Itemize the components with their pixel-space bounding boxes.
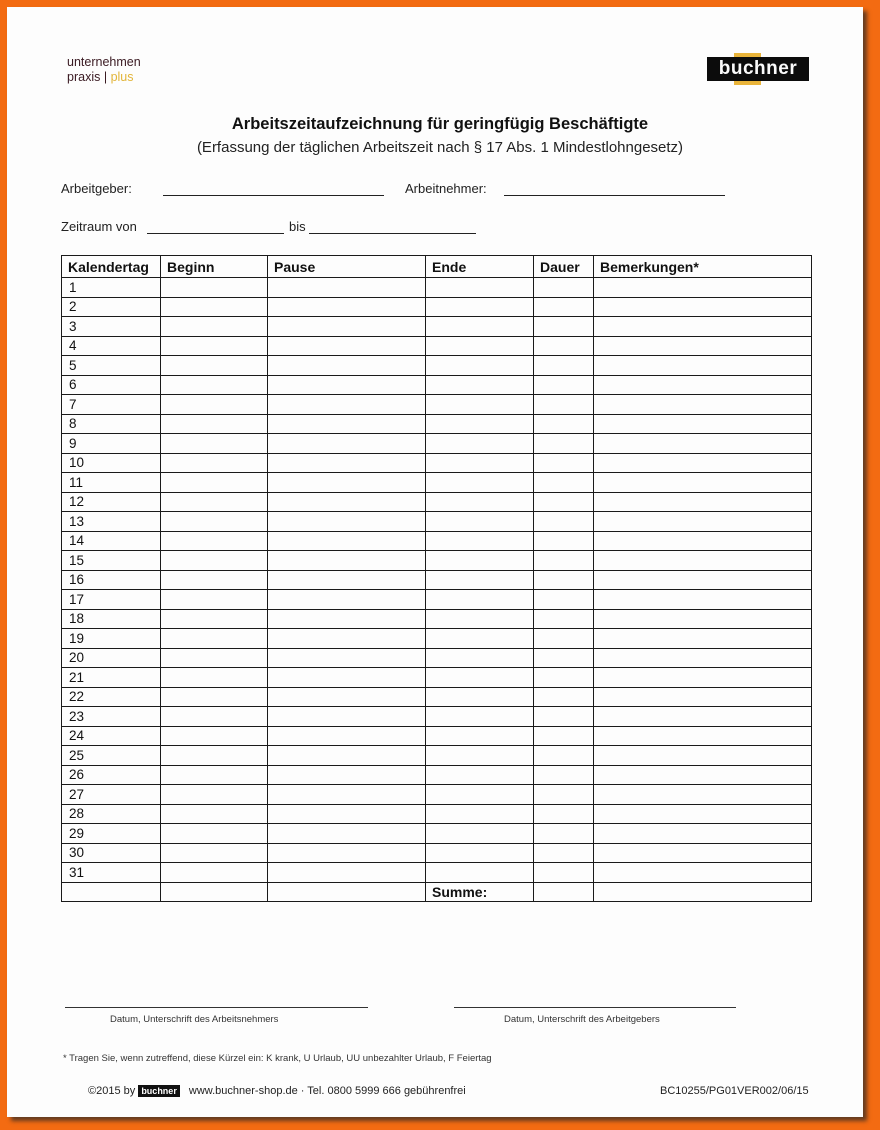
table-row xyxy=(62,297,812,317)
beginn-cell[interactable] xyxy=(161,317,268,337)
beginn-cell[interactable] xyxy=(161,765,268,785)
document-subtitle: (Erfassung der täglichen Arbeitszeit nach § 17 Abs. 1 Mindestlohngesetz) xyxy=(196,139,684,156)
column-header-ende: Ende xyxy=(426,256,534,278)
column-header-dauer: Dauer xyxy=(534,256,594,278)
table-row xyxy=(62,453,812,473)
column-header-pause: Pause xyxy=(268,256,426,278)
day-cell: 28 xyxy=(62,804,161,824)
ende-cell[interactable] xyxy=(426,668,534,688)
dauer-cell[interactable] xyxy=(534,746,594,766)
logo-praxis: praxis xyxy=(67,70,101,84)
ende-cell[interactable] xyxy=(426,317,534,337)
pause-cell[interactable] xyxy=(268,434,426,454)
dauer-cell[interactable] xyxy=(534,609,594,629)
bemerkungen-cell[interactable] xyxy=(594,317,812,337)
beginn-cell[interactable] xyxy=(161,843,268,863)
bemerkungen-cell[interactable] xyxy=(594,804,812,824)
day-cell: 29 xyxy=(62,824,161,844)
pause-cell[interactable] xyxy=(268,414,426,434)
beginn-cell[interactable] xyxy=(161,434,268,454)
beginn-cell[interactable] xyxy=(161,609,268,629)
dauer-cell[interactable] xyxy=(534,804,594,824)
dauer-cell[interactable] xyxy=(534,687,594,707)
ende-cell[interactable] xyxy=(426,531,534,551)
bemerkungen-cell[interactable] xyxy=(594,570,812,590)
dauer-cell[interactable] xyxy=(534,785,594,805)
day-cell: 8 xyxy=(62,414,161,434)
ende-cell[interactable] xyxy=(426,687,534,707)
dauer-cell[interactable] xyxy=(534,317,594,337)
beginn-cell[interactable] xyxy=(161,707,268,727)
beginn-cell[interactable] xyxy=(161,512,268,532)
dauer-cell[interactable] xyxy=(534,824,594,844)
table-row xyxy=(62,707,812,727)
table-row xyxy=(62,629,812,649)
beginn-cell[interactable] xyxy=(161,746,268,766)
sum-dauer-cell[interactable] xyxy=(534,882,594,902)
logo-line-1: unternehmen xyxy=(67,55,141,69)
period-from-field[interactable] xyxy=(147,233,284,234)
period-from-label: Zeitraum von xyxy=(61,219,137,234)
day-cell: 31 xyxy=(62,863,161,883)
bemerkungen-cell[interactable] xyxy=(594,414,812,434)
beginn-cell[interactable] xyxy=(161,336,268,356)
pause-cell[interactable] xyxy=(268,453,426,473)
table-row xyxy=(62,863,812,883)
dauer-cell[interactable] xyxy=(534,863,594,883)
day-cell: 6 xyxy=(62,375,161,395)
employee-signature-label: Datum, Unterschrift des Arbeitsnehmers xyxy=(110,1014,279,1025)
table-row xyxy=(62,317,812,337)
contact-info: www.buchner-shop.de · Tel. 0800 5999 666 gebührenfrei xyxy=(188,1085,466,1097)
table-row xyxy=(62,726,812,746)
dauer-cell[interactable] xyxy=(534,336,594,356)
employee-signature-line[interactable] xyxy=(65,1007,368,1008)
bemerkungen-cell[interactable] xyxy=(594,492,812,512)
bemerkungen-cell[interactable] xyxy=(594,863,812,883)
day-cell: 14 xyxy=(62,531,161,551)
ende-cell[interactable] xyxy=(426,648,534,668)
day-cell: 27 xyxy=(62,785,161,805)
bemerkungen-cell[interactable] xyxy=(594,746,812,766)
beginn-cell[interactable] xyxy=(161,531,268,551)
unternehmen-praxis-plus-logo xyxy=(67,55,141,85)
bemerkungen-cell[interactable] xyxy=(594,375,812,395)
day-cell: 2 xyxy=(62,297,161,317)
day-cell: 15 xyxy=(62,551,161,571)
column-header-bemerkungen: Bemerkungen* xyxy=(594,256,812,278)
bemerkungen-cell[interactable] xyxy=(594,278,812,298)
pause-cell[interactable] xyxy=(268,804,426,824)
ende-cell[interactable] xyxy=(426,414,534,434)
day-cell: 25 xyxy=(62,746,161,766)
dauer-cell[interactable] xyxy=(534,590,594,610)
day-cell: 13 xyxy=(62,512,161,532)
logo-separator: | xyxy=(103,70,108,84)
pause-cell[interactable] xyxy=(268,746,426,766)
beginn-cell[interactable] xyxy=(161,473,268,493)
beginn-cell[interactable] xyxy=(161,278,268,298)
table-row xyxy=(62,648,812,668)
bemerkungen-cell[interactable] xyxy=(594,531,812,551)
pause-cell[interactable] xyxy=(268,278,426,298)
employer-label: Arbeitgeber: xyxy=(61,181,132,196)
beginn-cell[interactable] xyxy=(161,648,268,668)
beginn-cell[interactable] xyxy=(161,395,268,415)
table-row xyxy=(62,824,812,844)
beginn-cell[interactable] xyxy=(161,824,268,844)
table-row xyxy=(62,434,812,454)
table-row xyxy=(62,843,812,863)
bemerkungen-cell[interactable] xyxy=(594,590,812,610)
footer-left xyxy=(88,1085,466,1097)
dauer-cell[interactable] xyxy=(534,434,594,454)
beginn-cell[interactable] xyxy=(161,863,268,883)
table-row xyxy=(62,278,812,298)
beginn-cell[interactable] xyxy=(161,414,268,434)
bemerkungen-cell[interactable] xyxy=(594,356,812,376)
dauer-cell[interactable] xyxy=(534,473,594,493)
ende-cell[interactable] xyxy=(426,278,534,298)
ende-cell[interactable] xyxy=(426,746,534,766)
pause-cell[interactable] xyxy=(268,297,426,317)
day-cell: 18 xyxy=(62,609,161,629)
ende-cell[interactable] xyxy=(426,707,534,727)
sum-row xyxy=(62,882,812,902)
day-cell: 19 xyxy=(62,629,161,649)
employer-signature-label: Datum, Unterschrift des Arbeitgebers xyxy=(504,1014,660,1025)
day-cell: 10 xyxy=(62,453,161,473)
sum-empty-cell xyxy=(594,882,812,902)
pause-cell[interactable] xyxy=(268,531,426,551)
pause-cell[interactable] xyxy=(268,785,426,805)
bemerkungen-cell[interactable] xyxy=(594,668,812,688)
sum-empty-cell xyxy=(161,882,268,902)
table-row xyxy=(62,590,812,610)
pause-cell[interactable] xyxy=(268,395,426,415)
day-cell: 22 xyxy=(62,687,161,707)
table-row xyxy=(62,531,812,551)
beginn-cell[interactable] xyxy=(161,804,268,824)
pause-cell[interactable] xyxy=(268,473,426,493)
beginn-cell[interactable] xyxy=(161,453,268,473)
ende-cell[interactable] xyxy=(426,609,534,629)
dauer-cell[interactable] xyxy=(534,648,594,668)
day-cell: 30 xyxy=(62,843,161,863)
dauer-cell[interactable] xyxy=(534,375,594,395)
ende-cell[interactable] xyxy=(426,765,534,785)
document-code: BC10255/PG01VER002/06/15 xyxy=(660,1085,809,1097)
ende-cell[interactable] xyxy=(426,804,534,824)
employer-signature-line[interactable] xyxy=(454,1007,736,1008)
table-row xyxy=(62,668,812,688)
table-row xyxy=(62,570,812,590)
ende-cell[interactable] xyxy=(426,356,534,376)
day-cell: 24 xyxy=(62,726,161,746)
table-row xyxy=(62,512,812,532)
pause-cell[interactable] xyxy=(268,512,426,532)
sum-label: Summe: xyxy=(426,882,534,902)
pause-cell[interactable] xyxy=(268,609,426,629)
day-cell: 26 xyxy=(62,765,161,785)
ende-cell[interactable] xyxy=(426,453,534,473)
day-cell: 16 xyxy=(62,570,161,590)
bemerkungen-cell[interactable] xyxy=(594,609,812,629)
day-cell: 9 xyxy=(62,434,161,454)
table-row xyxy=(62,687,812,707)
dauer-cell[interactable] xyxy=(534,414,594,434)
dauer-cell[interactable] xyxy=(534,278,594,298)
day-cell: 12 xyxy=(62,492,161,512)
pause-cell[interactable] xyxy=(268,317,426,337)
bemerkungen-cell[interactable] xyxy=(594,434,812,454)
day-cell: 11 xyxy=(62,473,161,493)
document-title: Arbeitszeitaufzeichnung für geringfügig Beschäftigte xyxy=(231,115,649,133)
ende-cell[interactable] xyxy=(426,785,534,805)
pause-cell[interactable] xyxy=(268,668,426,688)
table-row xyxy=(62,492,812,512)
table-row xyxy=(62,375,812,395)
ende-cell[interactable] xyxy=(426,863,534,883)
bemerkungen-cell[interactable] xyxy=(594,765,812,785)
beginn-cell[interactable] xyxy=(161,356,268,376)
bemerkungen-cell[interactable] xyxy=(594,297,812,317)
ende-cell[interactable] xyxy=(426,336,534,356)
dauer-cell[interactable] xyxy=(534,395,594,415)
dauer-cell[interactable] xyxy=(534,453,594,473)
copyright: ©2015 by xyxy=(88,1085,136,1097)
bemerkungen-cell[interactable] xyxy=(594,629,812,649)
ende-cell[interactable] xyxy=(426,824,534,844)
beginn-cell[interactable] xyxy=(161,492,268,512)
pause-cell[interactable] xyxy=(268,336,426,356)
pause-cell[interactable] xyxy=(268,590,426,610)
ende-cell[interactable] xyxy=(426,434,534,454)
day-cell: 4 xyxy=(62,336,161,356)
table-row xyxy=(62,356,812,376)
bemerkungen-cell[interactable] xyxy=(594,726,812,746)
beginn-cell[interactable] xyxy=(161,375,268,395)
beginn-cell[interactable] xyxy=(161,629,268,649)
day-cell: 5 xyxy=(62,356,161,376)
bemerkungen-cell[interactable] xyxy=(594,648,812,668)
bemerkungen-cell[interactable] xyxy=(594,512,812,532)
day-cell: 1 xyxy=(62,278,161,298)
sum-empty-cell xyxy=(268,882,426,902)
bemerkungen-cell[interactable] xyxy=(594,473,812,493)
pause-cell[interactable] xyxy=(268,687,426,707)
dauer-cell[interactable] xyxy=(534,707,594,727)
time-record-table xyxy=(61,255,812,902)
period-to-label: bis xyxy=(289,219,306,234)
bemerkungen-cell[interactable] xyxy=(594,843,812,863)
table-row xyxy=(62,785,812,805)
day-cell: 3 xyxy=(62,317,161,337)
pause-cell[interactable] xyxy=(268,629,426,649)
beginn-cell[interactable] xyxy=(161,726,268,746)
table-row xyxy=(62,746,812,766)
ende-cell[interactable] xyxy=(426,570,534,590)
dauer-cell[interactable] xyxy=(534,492,594,512)
bemerkungen-cell[interactable] xyxy=(594,453,812,473)
dauer-cell[interactable] xyxy=(534,512,594,532)
column-header-kalendertag: Kalendertag xyxy=(62,256,161,278)
logo-line-2 xyxy=(67,70,141,85)
dauer-cell[interactable] xyxy=(534,356,594,376)
pause-cell[interactable] xyxy=(268,492,426,512)
day-cell: 7 xyxy=(62,395,161,415)
buchner-logo-text: buchner xyxy=(707,57,809,81)
ende-cell[interactable] xyxy=(426,551,534,571)
day-cell: 23 xyxy=(62,707,161,727)
pause-cell[interactable] xyxy=(268,570,426,590)
pause-cell[interactable] xyxy=(268,765,426,785)
ende-cell[interactable] xyxy=(426,473,534,493)
dauer-cell[interactable] xyxy=(534,551,594,571)
bemerkungen-cell[interactable] xyxy=(594,687,812,707)
pause-cell[interactable] xyxy=(268,824,426,844)
table-row xyxy=(62,609,812,629)
employer-field[interactable] xyxy=(163,195,384,196)
ende-cell[interactable] xyxy=(426,492,534,512)
buchner-logo xyxy=(707,52,809,85)
table-row xyxy=(62,336,812,356)
table-row xyxy=(62,473,812,493)
pause-cell[interactable] xyxy=(268,648,426,668)
employee-field[interactable] xyxy=(504,195,725,196)
pause-cell[interactable] xyxy=(268,707,426,727)
pause-cell[interactable] xyxy=(268,843,426,863)
ende-cell[interactable] xyxy=(426,726,534,746)
beginn-cell[interactable] xyxy=(161,570,268,590)
beginn-cell[interactable] xyxy=(161,297,268,317)
logo-plus: plus xyxy=(110,70,134,84)
bemerkungen-cell[interactable] xyxy=(594,395,812,415)
bemerkungen-cell[interactable] xyxy=(594,824,812,844)
dauer-cell[interactable] xyxy=(534,726,594,746)
ende-cell[interactable] xyxy=(426,297,534,317)
bemerkungen-cell[interactable] xyxy=(594,785,812,805)
column-header-beginn: Beginn xyxy=(161,256,268,278)
bemerkungen-cell[interactable] xyxy=(594,551,812,571)
day-cell: 20 xyxy=(62,648,161,668)
beginn-cell[interactable] xyxy=(161,551,268,571)
pause-cell[interactable] xyxy=(268,726,426,746)
bemerkungen-cell[interactable] xyxy=(594,336,812,356)
dauer-cell[interactable] xyxy=(534,765,594,785)
dauer-cell[interactable] xyxy=(534,570,594,590)
table-row xyxy=(62,395,812,415)
beginn-cell[interactable] xyxy=(161,590,268,610)
pause-cell[interactable] xyxy=(268,551,426,571)
ende-cell[interactable] xyxy=(426,395,534,415)
ende-cell[interactable] xyxy=(426,843,534,863)
table-header-row xyxy=(62,256,812,278)
dauer-cell[interactable] xyxy=(534,297,594,317)
period-to-field[interactable] xyxy=(309,233,476,234)
employee-label: Arbeitnehmer: xyxy=(405,181,487,196)
pause-cell[interactable] xyxy=(268,375,426,395)
beginn-cell[interactable] xyxy=(161,785,268,805)
dauer-cell[interactable] xyxy=(534,668,594,688)
table-row xyxy=(62,804,812,824)
dauer-cell[interactable] xyxy=(534,629,594,649)
beginn-cell[interactable] xyxy=(161,687,268,707)
pause-cell[interactable] xyxy=(268,356,426,376)
buchner-mini-logo: buchner xyxy=(138,1085,180,1097)
sum-empty-cell xyxy=(62,882,161,902)
bemerkungen-cell[interactable] xyxy=(594,707,812,727)
pause-cell[interactable] xyxy=(268,863,426,883)
dauer-cell[interactable] xyxy=(534,531,594,551)
ende-cell[interactable] xyxy=(426,375,534,395)
day-cell: 17 xyxy=(62,590,161,610)
table-row xyxy=(62,765,812,785)
table-row xyxy=(62,551,812,571)
ende-cell[interactable] xyxy=(426,629,534,649)
beginn-cell[interactable] xyxy=(161,668,268,688)
table-row xyxy=(62,414,812,434)
ende-cell[interactable] xyxy=(426,512,534,532)
ende-cell[interactable] xyxy=(426,590,534,610)
dauer-cell[interactable] xyxy=(534,843,594,863)
logo-bar-bottom xyxy=(734,81,761,85)
footnote: * Tragen Sie, wenn zutreffend, diese Kürzel ein: K krank, U Urlaub, UU unbezahlter Urlaub, F Feiertag xyxy=(63,1053,492,1064)
day-cell: 21 xyxy=(62,668,161,688)
